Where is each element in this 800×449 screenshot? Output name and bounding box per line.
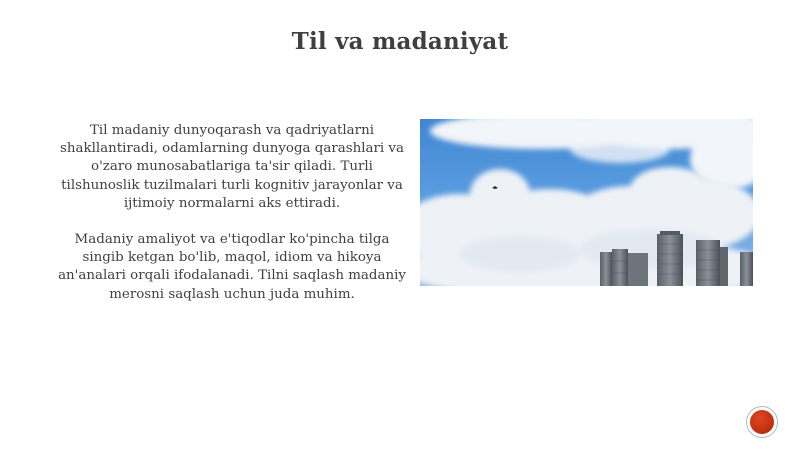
next-slide-icon xyxy=(750,410,774,434)
next-slide-button[interactable] xyxy=(746,406,778,438)
slide-title: Til va madaniyat xyxy=(291,28,509,55)
sky-clouds-skyscrapers-photo xyxy=(420,119,753,286)
slide-body xyxy=(52,122,412,322)
paragraph-2: Madaniy amaliyot va e'tiqodlar ko'pincha tilga singib ketgan bo'lib, maqol, idiom va hikoya an'analari orqali ifodalanadi. Tilni saqlash madaniy merosni saqlash uchun juda muhim. xyxy=(58,232,406,302)
paragraph-1: Til madaniy dunyoqarash va qadriyatlarni shakllantiradi, odamlarning dunyoga qarashlari va o'zaro munosabatlariga ta'sir qiladi. Turli tilshunoslik tuzilmalari turli kognitiv jarayonlar va ijtimoiy normalarni aks ettiradi. xyxy=(60,123,404,211)
